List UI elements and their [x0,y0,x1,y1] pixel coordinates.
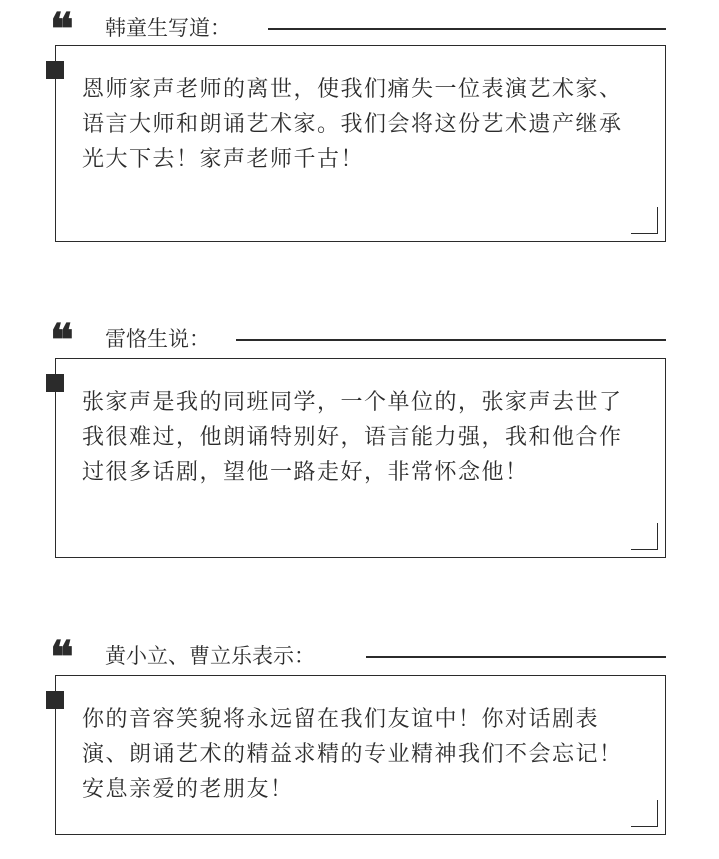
corner-bracket-decoration [631,523,658,550]
quote-mark-icon: ❝ [50,4,71,55]
corner-square-decoration [46,374,64,392]
quote-heading: 黄小立、曹立乐表示： [105,644,325,668]
quote-heading-row [50,315,666,366]
quote-mark-icon: ❝ [50,632,71,683]
quote-heading-row [50,632,666,683]
quote-body: 张家声是我的同班同学，一个单位的，张家声去世了我很难过，他朗诵特别好，语言能力强，我和他合作过很多话剧，望他一路走好，非常怀念他！ [82,390,623,485]
corner-bracket-decoration [631,207,658,234]
quote-heading: 韩童生写道： [105,16,241,40]
quote-box [55,675,666,835]
quote-box [55,45,666,242]
heading-divider [268,28,666,30]
quote-heading: 雷恪生说： [105,327,220,351]
corner-square-decoration [46,691,64,709]
quote-mark-icon: ❝ [50,315,71,366]
quote-body: 你的音容笑貌将永远留在我们友谊中！你对话剧表演、朗诵艺术的精益求精的专业精神我们不会忘记！安息亲爱的老朋友！ [82,707,623,802]
quote-body: 恩师家声老师的离世，使我们痛失一位表演艺术家、语言大师和朗诵艺术家。我们会将这份艺术遗产继承光大下去！家声老师千古！ [82,77,623,172]
corner-bracket-decoration [631,800,658,827]
heading-divider [236,339,666,341]
corner-square-decoration [46,61,64,79]
quote-box [55,358,666,558]
quote-heading-row [50,4,666,55]
heading-divider [366,656,666,658]
